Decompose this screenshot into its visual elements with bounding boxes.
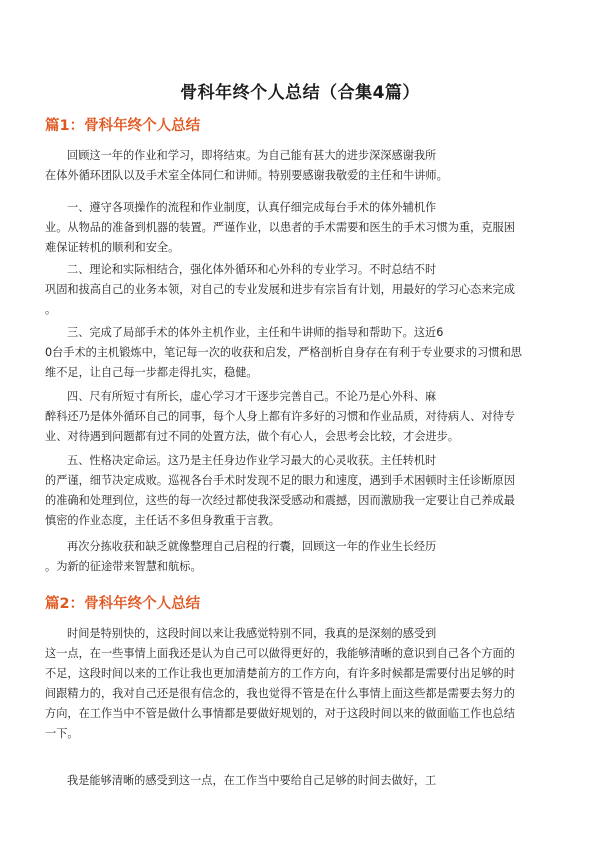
paragraph-line: 。为新的征途带来智慧和航标。 [45,560,202,573]
paragraph-line: 0台手术的主机锻炼中，笔记每一次的收获和启发，严格剖析自身存在有利于专业要求的习惯和思 [45,346,522,359]
paragraph-line: 业。从物品的准备到机器的装置。严谨作业，以患者的手术需要和医生的手术习惯为重，克服困 [45,221,515,234]
paragraph [45,451,557,531]
section-heading-2: 篇2：骨科年终个人总结 [45,596,201,612]
paragraph-line: 五、性格决定命运。这乃是主任身边作业学习最大的心灵收获。主任转机时 [67,454,437,467]
paragraph-line: 的准确和处理到位，这些的每一次经过都使我深受感动和震撼，因而激励我一定要让自己养成最 [45,494,515,507]
paragraph-line: 二、理论和实际相结合，强化体外循环和心外科的专业学习。不时总结不时 [67,263,437,276]
paragraph-line: 间跟精力的，我对自己还是很有信念的，我也觉得不管是在什么事情上面这些都是需要去努力的 [45,687,515,700]
paragraph-line: 醉科还乃是体外循环自己的同事，每个人身上都有许多好的习惯和作业品质，对待病人、对待专 [45,410,515,423]
paragraph-line: 我是能够清晰的感受到这一点，在工作当中要给自己足够的时间去做好，工 [67,774,437,787]
paragraph-line: 的严谨，细节决定成败。巡视各台手术时发现不足的眼力和速度，遇到手术困顿时主任诊断原因 [45,474,515,487]
paragraph-line: 再次分拣收获和缺乏就像整理自己启程的行囊，回顾这一年的作业生长经历 [67,540,437,553]
paragraph [45,323,557,383]
paragraph-line: 巩固和拔高自己的业务本领，对自己的专业发展和进步有宗旨有计划，用最好的学习心态来完成 [45,283,515,296]
paragraph [45,387,557,447]
paragraph-line: 时间是特别快的，这段时间以来让我感觉特别不同，我真的是深刻的感受到 [67,627,437,640]
paragraph [45,537,557,577]
paragraph [45,771,557,791]
paragraph [45,146,557,186]
paragraph-line: 在体外循环团队以及手术室全体同仁和讲师。特别要感谢我敬爱的主任和牛讲师。 [45,169,448,182]
paragraph-line: 。 [45,303,57,316]
paragraph-line: 回顾这一年的作业和学习，即将结束。为自己能有甚大的进步深深感谢我所 [67,149,437,162]
paragraph-line: 维不足，让自己每一步都走得扎实，稳健。 [45,366,258,379]
paragraph [45,198,557,258]
paragraph [45,624,557,744]
paragraph-line: 一、遵守各项操作的流程和作业制度，认真仔细完成每台手术的体外辅机作 [67,201,437,214]
paragraph [45,260,557,320]
paragraph-line: 方向，在工作当中不管是做什么事情都是要做好规划的，对于这段时间以来的做面临工作也总结 [45,707,515,720]
paragraph-line: 三、完成了局部手术的体外主机作业，主任和牛讲师的指导和帮助下。这近6 [67,326,444,339]
paragraph-line: 业、对待遇到问题都有过不同的处置方法，做个有心人，会思考会比较，才会进步。 [45,430,459,443]
paragraph-line: 一下。 [45,727,79,740]
paragraph-line: 不足，这段时间以来的工作让我也更加清楚前方的工作方向，有许多时候都是需要付出足够的时 [45,667,515,680]
paragraph-line: 慎密的作业态度，主任话不多但身教重于言教。 [45,514,280,527]
paragraph-line: 难保证转机的顺利和安全。 [45,241,180,254]
section-heading-1: 篇1：骨科年终个人总结 [45,118,201,134]
document-title: 骨科年终个人总结（合集4篇） [180,83,420,103]
paragraph-line: 四、尺有所短寸有所长，虚心学习才干逐步完善自己。不论乃是心外科、麻 [67,390,437,403]
paragraph-line: 这一点，在一些事情上面我还是认为自己可以做得更好的，我能够清晰的意识到自己各个方面的 [45,647,515,660]
